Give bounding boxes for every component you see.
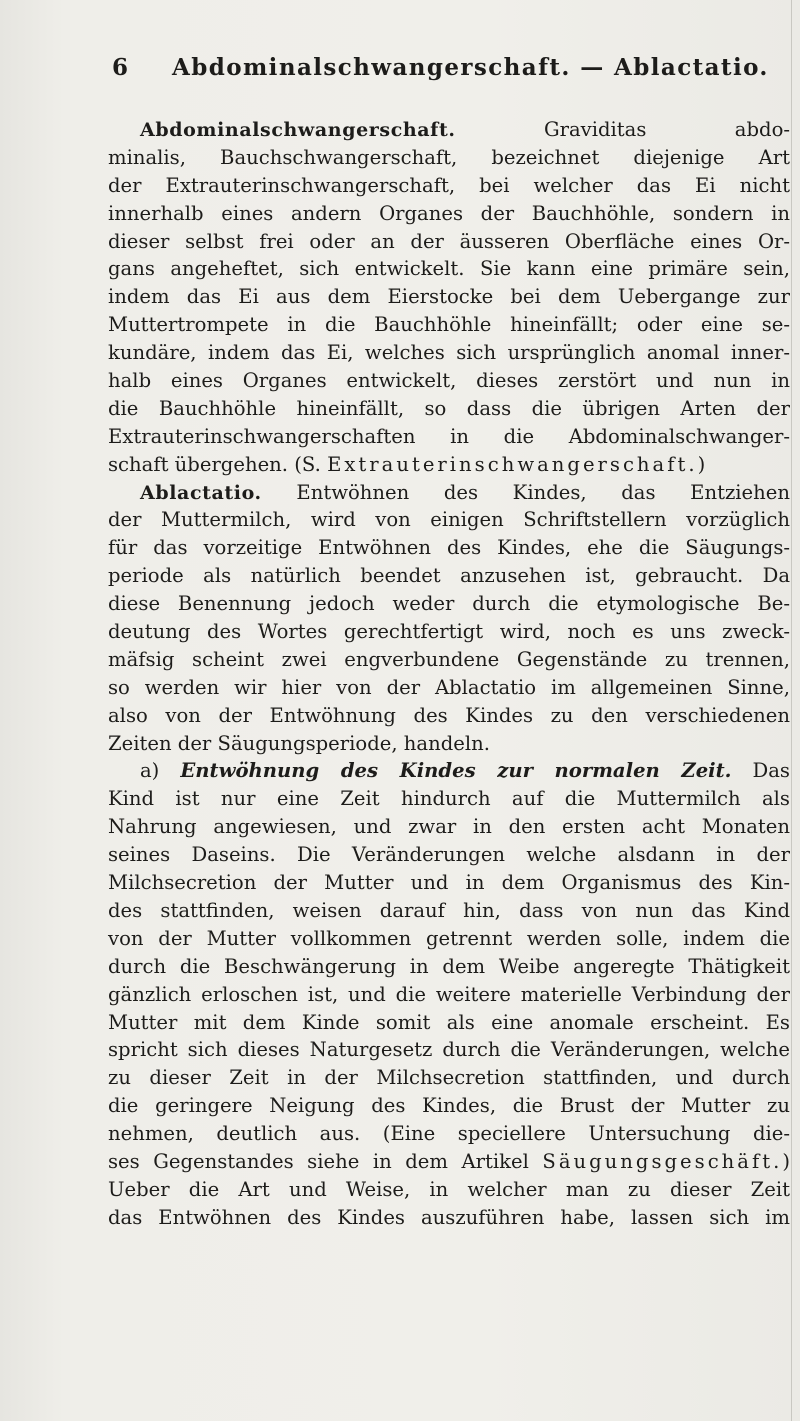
running-header [112, 54, 769, 94]
text-segment: zu dieser Zeit in der Milchsecretion stattfinden, und durch [108, 1066, 790, 1090]
text-line [108, 646, 790, 674]
text-segment: kundäre, indem das Ei, welches sich ursprünglich anomal inner- [108, 341, 790, 365]
text-line [108, 702, 790, 730]
text-line [108, 255, 790, 283]
text-line [108, 953, 790, 981]
text-segment: seines Daseins. Die Veränderungen welche alsdann in der [108, 843, 790, 867]
text-line [108, 116, 790, 144]
text-segment: so werden wir hier von der Ablactatio im allgemeinen Sinne, [108, 675, 790, 699]
text-line [108, 618, 790, 646]
text-line [108, 590, 790, 618]
text-segment: Milchsecretion der Mutter und in dem Organismus des Kin- [108, 871, 790, 895]
text-segment: Mutter mit dem Kinde somit als eine anomale erscheint. Es [108, 1010, 790, 1034]
text-segment: die geringere Neigung des Kindes, die Brust der Mutter zu [108, 1094, 790, 1118]
text-line [108, 172, 790, 200]
text-segment: die Bauchhöhle hineinfällt, so dass die übrigen Arten der [108, 396, 790, 420]
text-line [108, 897, 790, 925]
text-segment: des stattfinden, weisen darauf hin, dass von nun das Kind [108, 898, 790, 922]
text-segment: Nahrung angewiesen, und zwar in den ersten acht Monaten [108, 815, 790, 839]
text-segment: Zeiten der Säugungsperiode, handeln. [108, 731, 490, 755]
text-line [108, 395, 790, 423]
text-segment: schaft übergehen. (S. [108, 452, 328, 476]
text-segment: Ueber die Art und Weise, in welcher man zu dieser Zeit [108, 1177, 790, 1201]
text-segment: durch die Beschwängerung in dem Weibe angeregte Thätigkeit [108, 954, 790, 978]
entry-headword: Ablactatio. [140, 481, 262, 504]
text-segment: ) [782, 1149, 790, 1173]
text-line [108, 841, 790, 869]
text-line [108, 813, 790, 841]
text-segment: halb eines Organes entwickelt, dieses zerstört und nun in [108, 369, 790, 393]
text-line [108, 1092, 790, 1120]
text-segment: Das [731, 759, 790, 783]
text-line [108, 925, 790, 953]
text-line [108, 1204, 790, 1232]
text-segment: dieser selbst frei oder an der äusseren Oberfläche eines Or- [108, 229, 790, 253]
text-line [108, 479, 790, 507]
text-segment: indem das Ei aus dem Eierstocke bei dem Uebergange zur [108, 285, 790, 309]
text-segment: diese Benennung jedoch weder durch die etymologische Be- [108, 592, 790, 616]
text-line [108, 311, 790, 339]
text-segment: gänzlich erloschen ist, und die weitere materielle Verbindung der [108, 982, 790, 1006]
text-line [108, 1009, 790, 1037]
text-line [108, 451, 790, 479]
text-segment: das Entwöhnen des Kindes auszuführen habe, lassen sich im [108, 1205, 790, 1229]
text-segment: innerhalb eines andern Organes der Bauchhöhle, sondern in [108, 201, 790, 225]
text-segment: Entwöhnen des Kindes, das Entziehen [261, 480, 790, 504]
text-line [108, 339, 790, 367]
text-line [108, 200, 790, 228]
entry-headword: Abdominalschwangerschaft. [140, 119, 456, 141]
text-segment: minalis, Bauchschwangerschaft, bezeichnet diejenige Art [108, 145, 790, 169]
text-line [108, 981, 790, 1009]
text-line [108, 785, 790, 813]
text-segment: von der Mutter vollkommen getrennt werden solle, indem die [108, 926, 790, 950]
text-line [108, 144, 790, 172]
article-text [108, 116, 790, 1232]
page-number: 6 [112, 54, 130, 81]
text-line [108, 1120, 790, 1148]
text-line [108, 534, 790, 562]
page-edge-divider [791, 0, 792, 1421]
text-segment: gans angeheftet, sich entwickelt. Sie kann eine primäre sein, [108, 257, 790, 281]
text-segment: deutung des Wortes gerechtfertigt wird, noch es uns zweck- [108, 620, 790, 644]
text-segment: für das vorzeitige Entwöhnen des Kindes, ehe die Säugungs- [108, 536, 790, 560]
text-line [108, 757, 790, 785]
text-line [108, 674, 790, 702]
text-segment: ) [697, 452, 706, 476]
text-line [108, 562, 790, 590]
cross-reference: Säugungsgeschäft. [542, 1149, 783, 1173]
text-segment: Extrauterinschwangerschaften in die Abdominalschwanger- [108, 424, 790, 448]
cross-reference: Extrauterinschwangerschaft. [327, 452, 698, 476]
text-segment: mäfsig scheint zwei engverbundene Gegenstände zu trennen, [108, 647, 790, 671]
text-segment: spricht sich dieses Naturgesetz durch die Veränderungen, welche [108, 1038, 790, 1062]
text-segment: ses Gegenstandes siehe in dem Artikel [108, 1149, 543, 1173]
text-line [108, 1148, 790, 1176]
text-segment: der Muttermilch, wird von einigen Schriftstellern vorzüglich [108, 508, 790, 532]
text-segment: Muttertrompete in die Bauchhöhle hineinfällt; oder eine se- [108, 313, 790, 337]
text-line [108, 1064, 790, 1092]
text-line [108, 506, 790, 534]
text-line [108, 367, 790, 395]
header-title: Abdominalschwangerschaft. — Ablactatio. [172, 54, 769, 81]
text-segment: nehmen, deutlich aus. (Eine speciellere Untersuchung die- [108, 1122, 790, 1146]
text-line [108, 730, 790, 758]
text-line [108, 283, 790, 311]
text-line [108, 869, 790, 897]
text-segment: a) [140, 759, 181, 783]
text-line [108, 423, 790, 451]
text-segment: also von der Entwöhnung des Kindes zu den verschiedenen [108, 703, 790, 727]
text-segment: der Extrauterinschwangerschaft, bei welcher das Ei nicht [108, 173, 790, 197]
text-segment: Graviditas abdo- [455, 118, 790, 141]
text-segment: Kind ist nur eine Zeit hindurch auf die Muttermilch als [108, 787, 790, 811]
text-segment: periode als natürlich beendet anzusehen ist, gebraucht. Da [108, 564, 790, 588]
text-line [108, 1176, 790, 1204]
text-line [108, 1036, 790, 1064]
subsection-heading: Entwöhnung des Kindes zur normalen Zeit. [180, 759, 732, 783]
text-line [108, 228, 790, 256]
